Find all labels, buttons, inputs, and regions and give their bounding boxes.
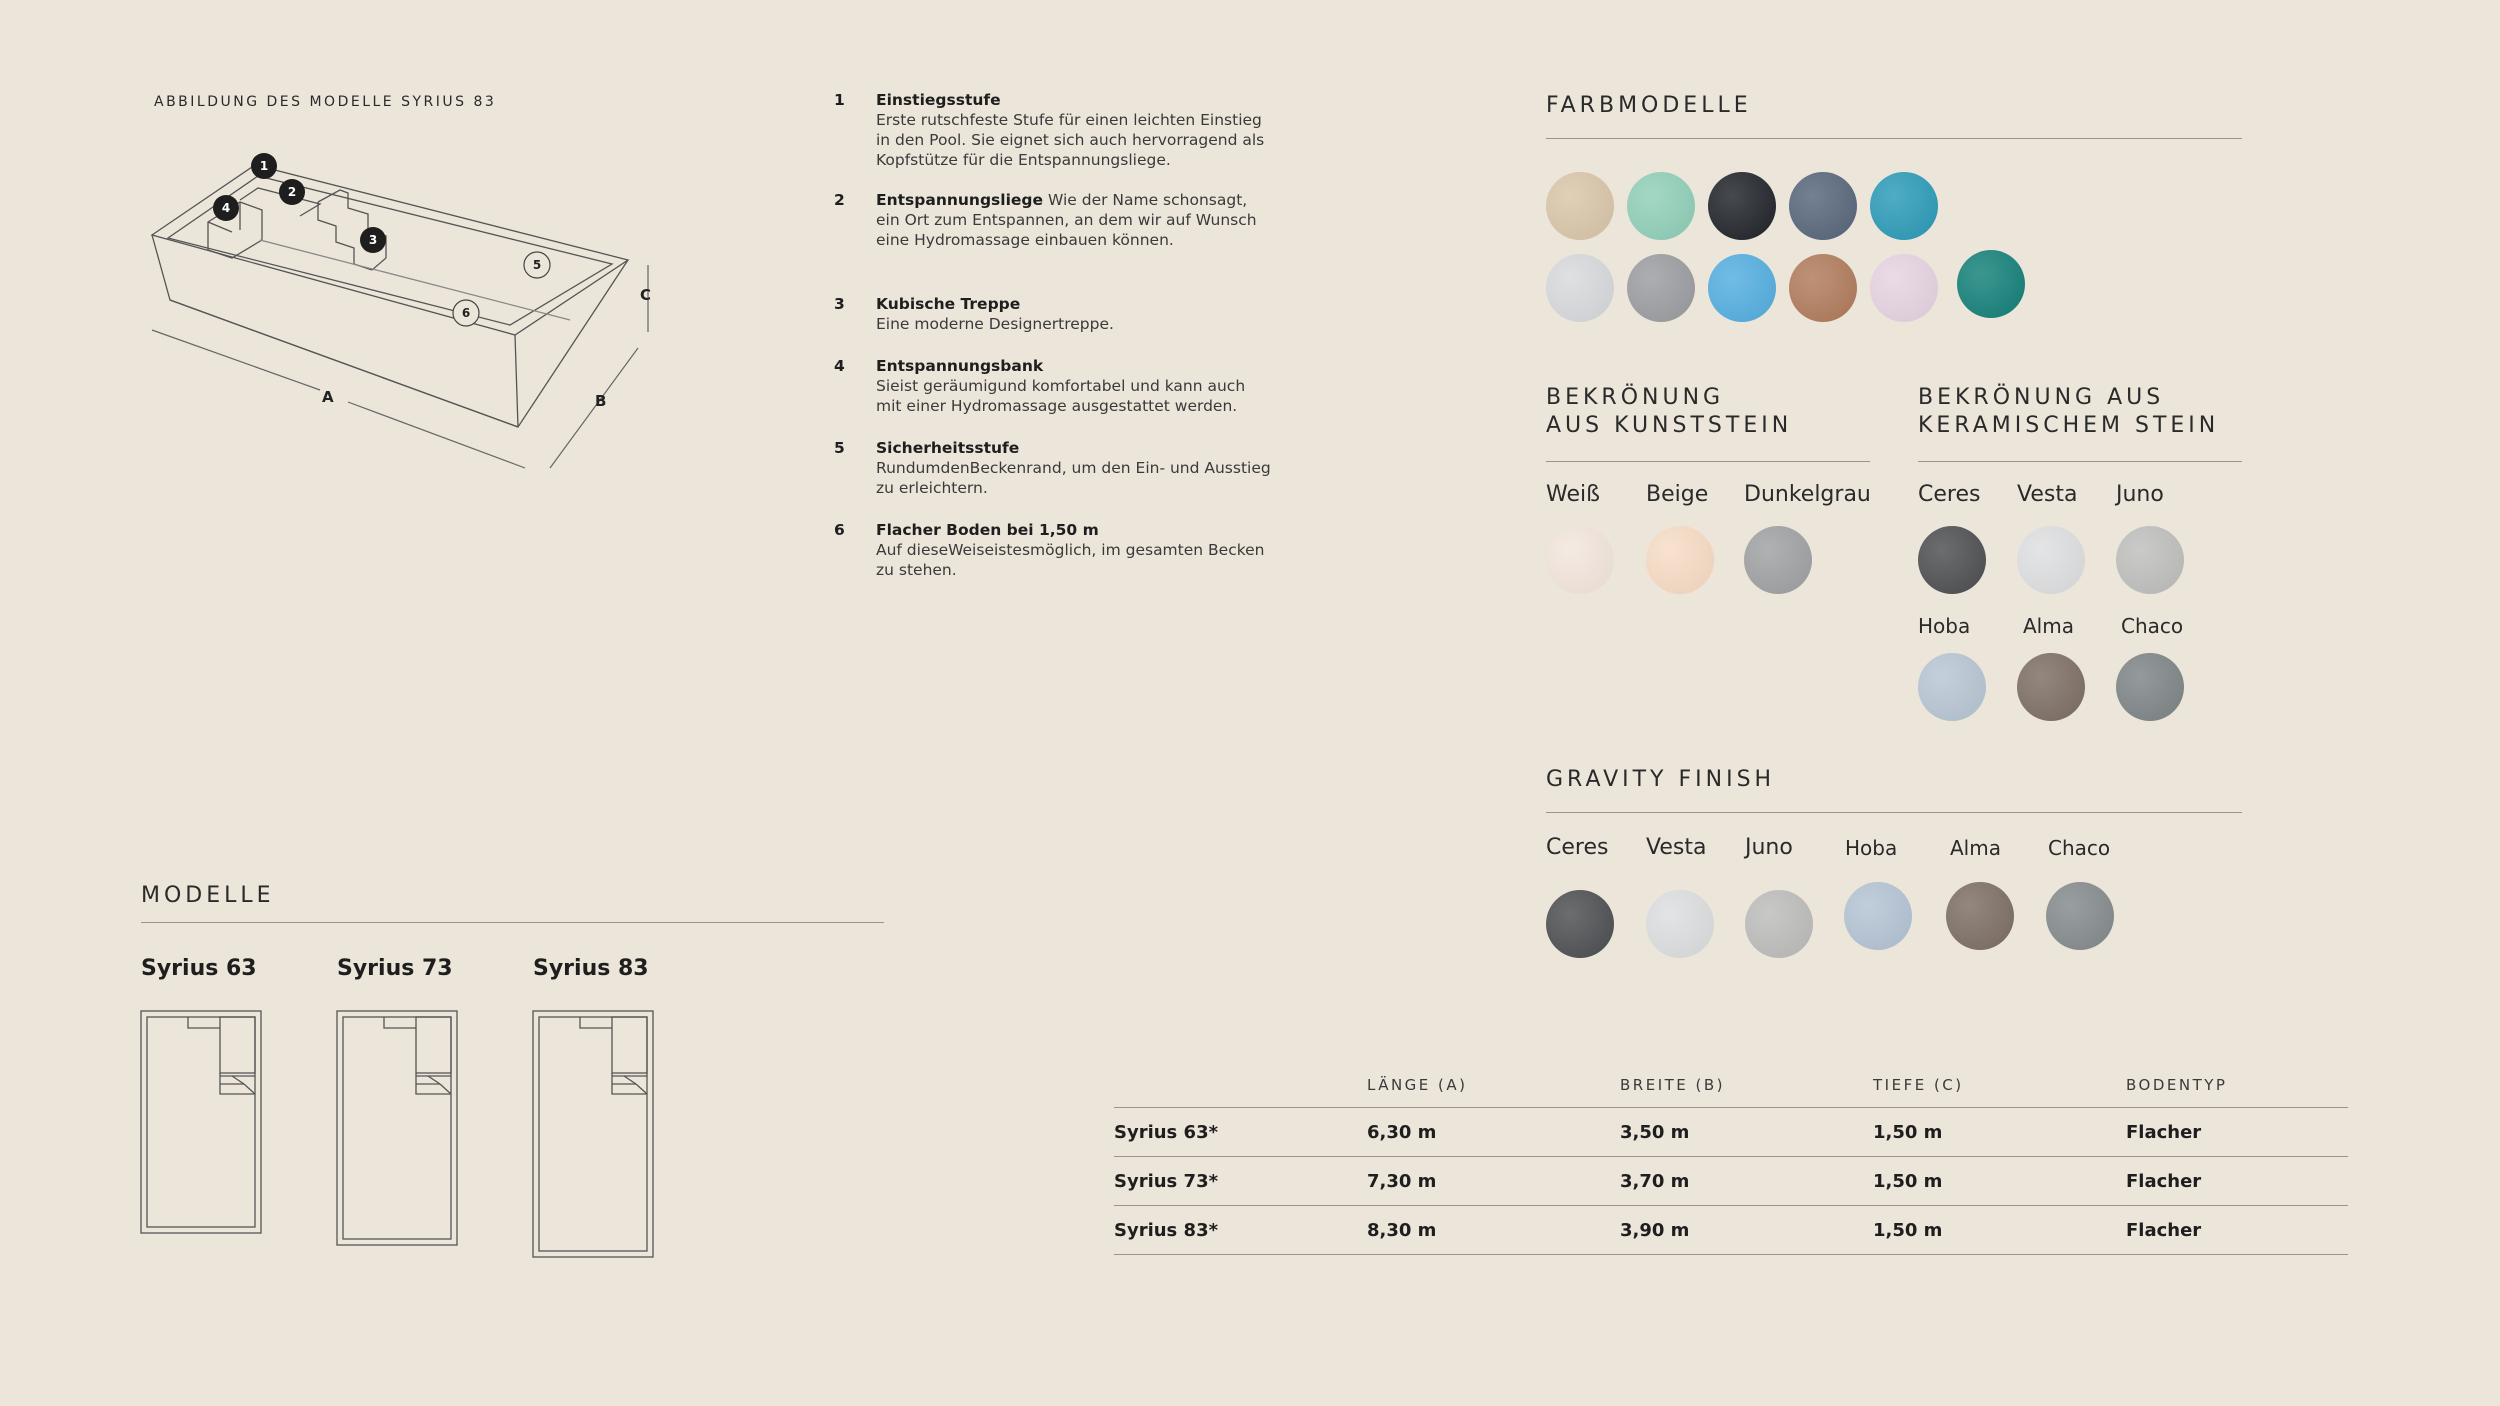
gravity-title: GRAVITY FINISH [1546, 767, 1776, 792]
feature-item: 6 Flacher Boden bei 1,50 m Auf dieseWeiseistesmöglich, im gesamten Becken zu stehen. [834, 521, 1265, 579]
swatch-label: Beige [1646, 482, 1709, 507]
keramik-chaco-swatch[interactable] [2116, 653, 2184, 721]
grey-swatch[interactable] [1627, 254, 1695, 322]
keramik-title: BEKRÖNUNG AUS KERAMISCHEM STEIN [1918, 385, 2220, 438]
sand-swatch[interactable] [1546, 172, 1614, 240]
model-name: Syrius 73 [337, 956, 453, 981]
table-header-row [1114, 1070, 2348, 1108]
table-header: LÄNGE (A) [1367, 1076, 1468, 1094]
table-cell: 7,30 m [1367, 1171, 1437, 1192]
gravity-alma-swatch[interactable] [1946, 882, 2014, 950]
swatch-label: Chaco [2121, 614, 2184, 638]
table-cell: Flacher [2126, 1122, 2202, 1143]
table-cell: Flacher [2126, 1220, 2202, 1241]
table-cell: 6,30 m [1367, 1122, 1437, 1143]
gravity-juno-swatch[interactable] [1745, 890, 1813, 958]
copper-swatch[interactable] [1789, 254, 1857, 322]
swatch-label: Juno [1745, 835, 1793, 860]
mint-swatch[interactable] [1627, 172, 1695, 240]
divider [1546, 138, 2242, 139]
marker-1: 1 [259, 159, 269, 173]
slate-swatch[interactable] [1789, 172, 1857, 240]
light-grey-swatch[interactable] [1546, 254, 1614, 322]
gravity-ceres-swatch[interactable] [1546, 890, 1614, 958]
model-name: Syrius 63 [141, 956, 257, 981]
table-cell: 3,50 m [1620, 1122, 1690, 1143]
keramik-alma-swatch[interactable] [2017, 653, 2085, 721]
feature-item: 5 Sicherheitsstufe RundumdenBeckenrand, um den Ein- und Ausstieg zu erleichtern. [834, 439, 1271, 497]
model-plan-syrius-73 [336, 1010, 458, 1246]
marker-6: 6 [461, 306, 471, 320]
divider [1546, 461, 1870, 462]
keramik-ceres-swatch[interactable] [1918, 526, 1986, 594]
table-cell: 1,50 m [1873, 1220, 1943, 1241]
swatch-label: Hoba [1918, 614, 1971, 638]
dimension-a-label: A [322, 388, 334, 406]
marker-5: 5 [532, 258, 542, 272]
marker-4: 4 [221, 201, 231, 215]
swatch-label: Hoba [1845, 836, 1898, 860]
dimension-b-label: B [595, 392, 607, 410]
table-cell: 1,50 m [1873, 1122, 1943, 1143]
feature-item: 4 Entspannungsbank Sieist geräumigund komfortabel und kann auch mit einer Hydromassage ausgestattet werden. [834, 357, 1246, 415]
farbmodelle-title: FARBMODELLE [1546, 93, 1752, 118]
table-header: BODENTYP [2126, 1076, 2228, 1094]
rose-swatch[interactable] [1870, 254, 1938, 322]
swatch-label: Chaco [2048, 836, 2111, 860]
pool-illustration [140, 140, 680, 490]
swatch-label: Weiß [1546, 482, 1600, 507]
dimension-c-label: C [640, 286, 652, 304]
model-plan-syrius-63 [140, 1010, 262, 1234]
feature-item: 2 Entspannungsliege Wie der Name schonsagt, ein Ort zum Entspannen, an dem wir auf Wunsch eine Hydromassage einbauen können. [834, 191, 1257, 249]
table-cell: Flacher [2126, 1171, 2202, 1192]
table-row [1114, 1206, 2348, 1255]
table-cell: Syrius 83* [1114, 1220, 1219, 1241]
feature-item: 1 Einstiegsstufe Erste rutschfeste Stufe für einen leichten Einstieg in den Pool. Sie eignet sich auch hervorragend als Kopfstütze für die Entspannungsliege. [834, 91, 1265, 169]
modelle-title: MODELLE [141, 883, 275, 908]
keramik-juno-swatch[interactable] [2116, 526, 2184, 594]
kunststein-title: BEKRÖNUNG AUS KUNSTSTEIN [1546, 385, 1793, 438]
swatch-label: Alma [2023, 614, 2074, 638]
turquoise-swatch[interactable] [1870, 172, 1938, 240]
swatch-label: Ceres [1918, 482, 1981, 507]
black-swatch[interactable] [1708, 172, 1776, 240]
swatch-label: Juno [2116, 482, 2164, 507]
table-cell: 8,30 m [1367, 1220, 1437, 1241]
kunststein-weiß-swatch[interactable] [1546, 526, 1614, 594]
table-row [1114, 1108, 2348, 1157]
swatch-label: Dunkelgrau [1744, 482, 1871, 507]
divider [1546, 812, 2242, 813]
kunststein-dunkelgrau-swatch[interactable] [1744, 526, 1812, 594]
table-cell: Syrius 63* [1114, 1122, 1219, 1143]
keramik-hoba-swatch[interactable] [1918, 653, 1986, 721]
table-cell: 1,50 m [1873, 1171, 1943, 1192]
swatch-label: Vesta [1646, 835, 1707, 860]
keramik-vesta-swatch[interactable] [2017, 526, 2085, 594]
gravity-vesta-swatch[interactable] [1646, 890, 1714, 958]
table-cell: Syrius 73* [1114, 1171, 1219, 1192]
teal-swatch[interactable] [1957, 250, 2025, 318]
table-row [1114, 1157, 2348, 1206]
model-name: Syrius 83 [533, 956, 649, 981]
table-header: BREITE (B) [1620, 1076, 1726, 1094]
marker-3: 3 [368, 233, 378, 247]
illustration-caption: ABBILDUNG DES MODELLE SYRIUS 83 [154, 94, 497, 110]
sky-swatch[interactable] [1708, 254, 1776, 322]
feature-item: 3 Kubische Treppe Eine moderne Designertreppe. [834, 295, 1114, 333]
gravity-hoba-swatch[interactable] [1844, 882, 1912, 950]
gravity-chaco-swatch[interactable] [2046, 882, 2114, 950]
model-plan-syrius-83 [532, 1010, 654, 1258]
kunststein-beige-swatch[interactable] [1646, 526, 1714, 594]
spec-table [1114, 1070, 2348, 1255]
swatch-label: Alma [1950, 836, 2001, 860]
table-cell: 3,90 m [1620, 1220, 1690, 1241]
swatch-label: Vesta [2017, 482, 2078, 507]
marker-2: 2 [287, 185, 297, 199]
divider [1918, 461, 2242, 462]
swatch-label: Ceres [1546, 835, 1609, 860]
table-header: TIEFE (C) [1873, 1076, 1964, 1094]
divider [141, 922, 884, 923]
table-cell: 3,70 m [1620, 1171, 1690, 1192]
